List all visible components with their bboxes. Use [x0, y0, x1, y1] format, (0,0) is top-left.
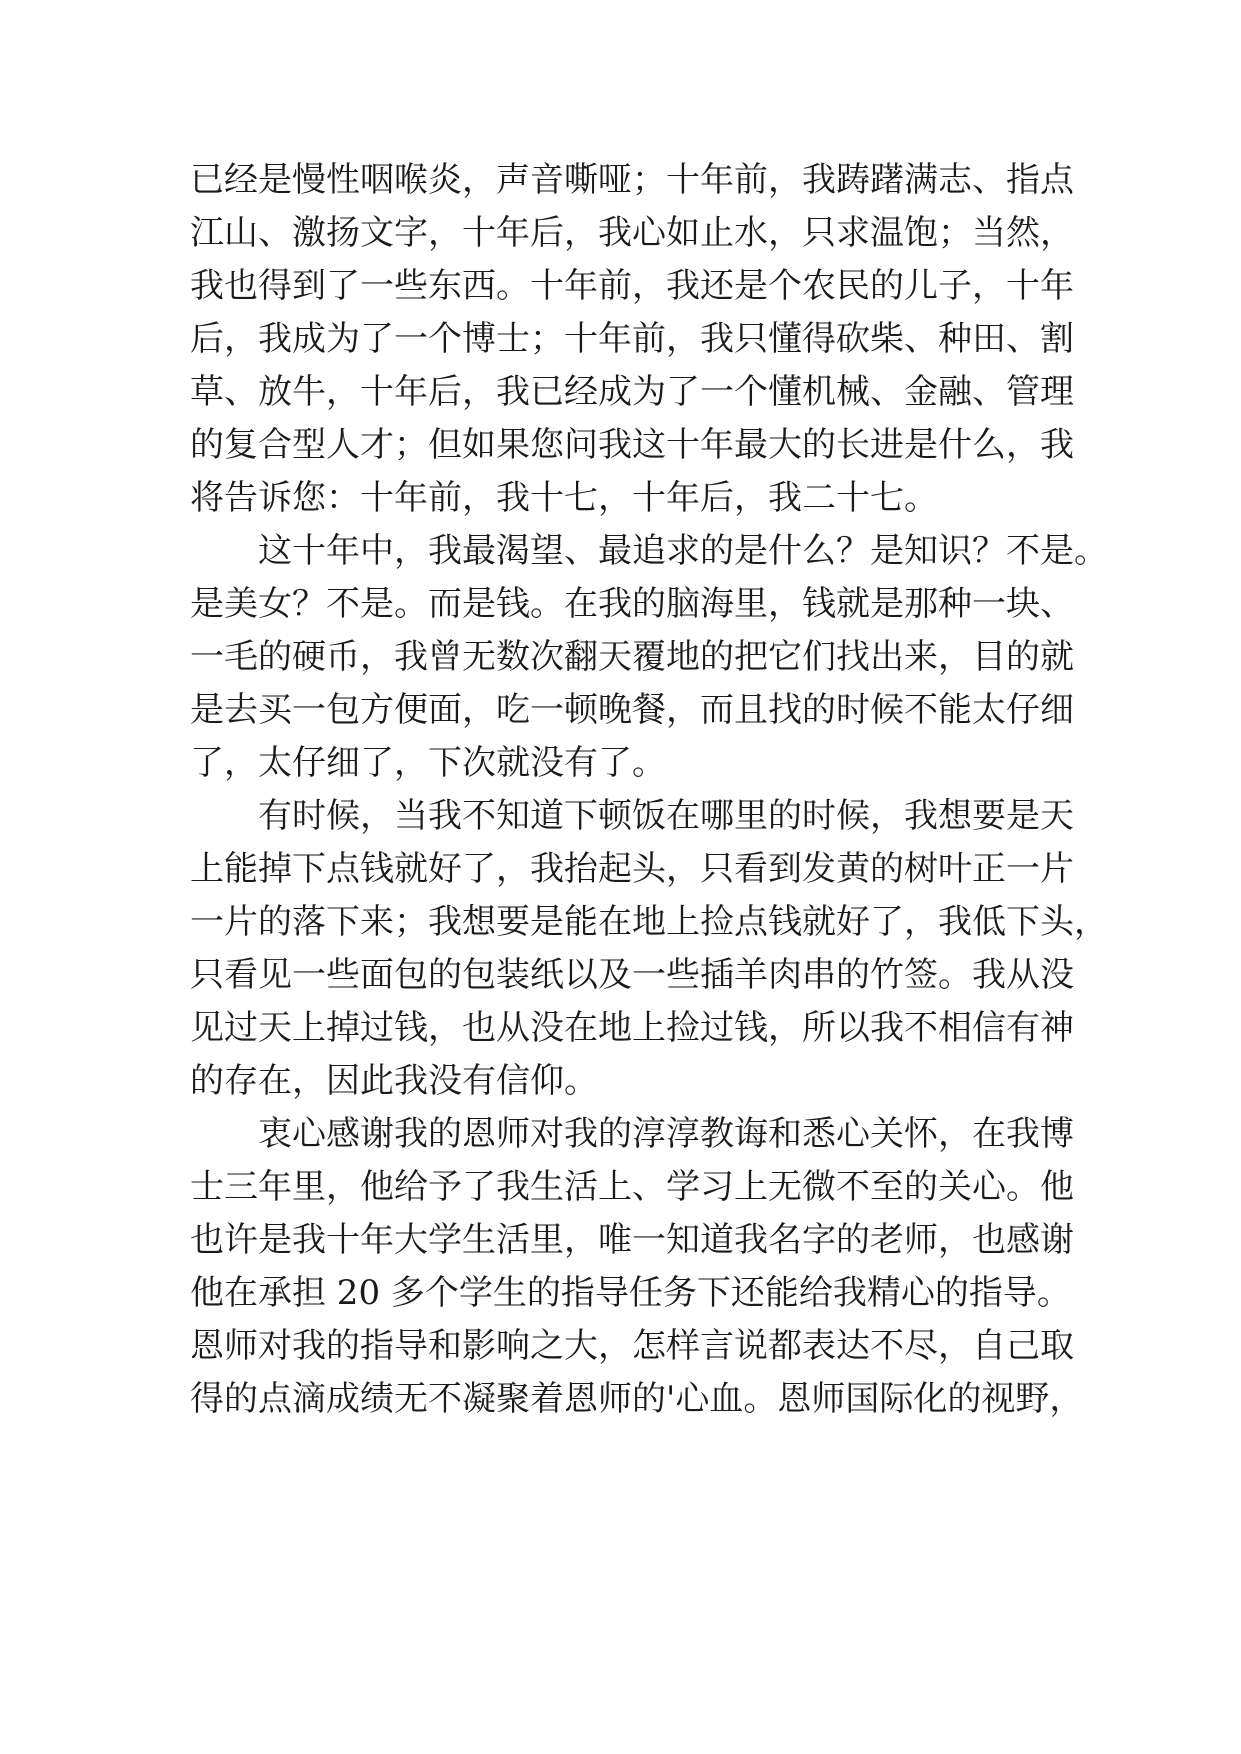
paragraph-line: 恩师对我的指导和影响之大，怎样言说都表达不尽，自己取	[190, 1326, 1074, 1366]
paragraph-line: 一毛的硬币，我曾无数次翻天覆地的把它们找出来，目的就	[190, 637, 1074, 677]
paragraph-line: 他在承担 20 多个学生的指导任务下还能给我精心的指导。	[190, 1273, 1071, 1313]
paragraph-line: 江山、激扬文字，十年后，我心如止水，只求温饱；当然，	[190, 213, 1074, 253]
paragraph-line: 的复合型人才；但如果您问我这十年最大的长进是什么，我	[190, 425, 1074, 465]
paragraph-line: 后，我成为了一个博士；十年前，我只懂得砍柴、种田、割	[190, 319, 1074, 359]
paragraph-line: 我也得到了一些东西。十年前，我还是个农民的儿子，十年	[190, 266, 1074, 306]
paragraph-line: 是去买一包方便面，吃一顿晚餐，而且找的时候不能太仔细	[190, 690, 1074, 730]
paragraph-line: 的存在，因此我没有信仰。	[190, 1061, 598, 1101]
paragraph-line: 得的点滴成绩无不凝聚着恩师的'心血。恩师国际化的视野，	[190, 1379, 1084, 1419]
paragraph-line: 了，太仔细了，下次就没有了。	[190, 743, 666, 783]
paragraph-line: 衷心感谢我的恩师对我的淳淳教诲和悉心关怀，在我博	[258, 1114, 1074, 1154]
paragraph-line: 上能掉下点钱就好了，我抬起头，只看到发黄的树叶正一片	[190, 849, 1074, 889]
paragraph-line: 这十年中，我最渴望、最追求的是什么？是知识？不是。	[258, 531, 1108, 571]
paragraph-line: 见过天上掉过钱，也从没在地上捡过钱，所以我不相信有神	[190, 1008, 1074, 1048]
paragraph-line: 一片的落下来；我想要是能在地上捡点钱就好了，我低下头，	[190, 902, 1108, 942]
paragraph-line: 将告诉您：十年前，我十七，十年后，我二十七。	[190, 478, 938, 518]
paragraph-line: 也许是我十年大学生活里，唯一知道我名字的老师，也感谢	[190, 1220, 1074, 1260]
paragraph-line: 已经是慢性咽喉炎，声音嘶哑；十年前，我踌躇满志、指点	[190, 160, 1074, 200]
paragraph-line: 只看见一些面包的包装纸以及一些插羊肉串的竹签。我从没	[190, 955, 1074, 995]
paragraph-line: 有时候，当我不知道下顿饭在哪里的时候，我想要是天	[258, 796, 1074, 836]
paragraph-line: 士三年里，他给予了我生活上、学习上无微不至的关心。他	[190, 1167, 1074, 1207]
paragraph-line: 是美女？不是。而是钱。在我的脑海里，钱就是那种一块、	[190, 584, 1074, 624]
paragraph-line: 草、放牛，十年后，我已经成为了一个懂机械、金融、管理	[190, 372, 1074, 412]
